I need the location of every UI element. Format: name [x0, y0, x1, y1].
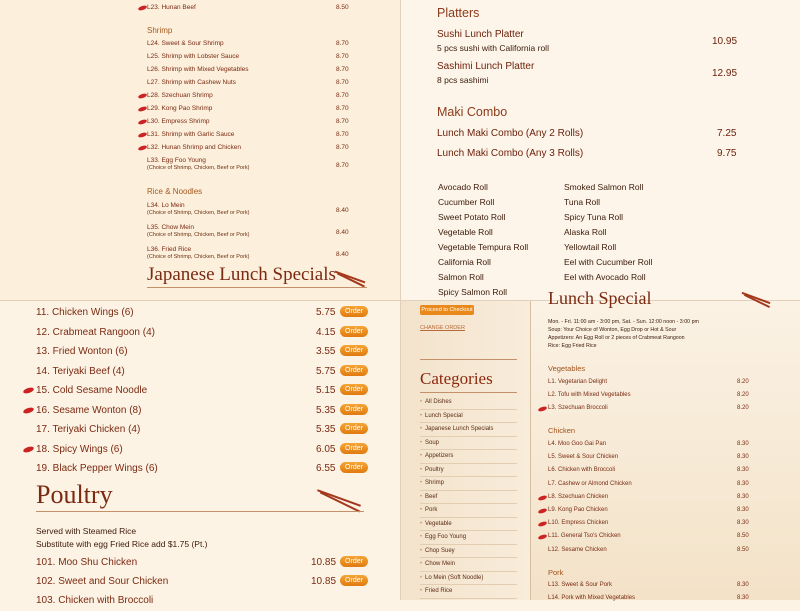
chili-icon [138, 106, 148, 113]
menu-item-row[interactable] [0, 385, 400, 401]
item-name: 103. Chicken with Broccoli [36, 595, 154, 606]
platter-price: 12.95 [712, 68, 738, 79]
order-button[interactable]: Order [340, 306, 368, 317]
category-link[interactable]: • Fried Rice [420, 585, 517, 599]
item-price: 8.70 [336, 118, 349, 125]
item-price: 8.30 [737, 454, 749, 461]
item-price: 8.30 [737, 493, 749, 500]
item-price: 10.85 [311, 576, 337, 587]
item-name: L10. Empress Chicken [548, 520, 609, 527]
menu-item-row[interactable] [548, 481, 778, 487]
roll-option[interactable]: Eel with Avocado Roll [564, 272, 646, 282]
item-name: 101. Moo Shu Chicken [36, 557, 138, 568]
order-button[interactable]: Order [340, 345, 368, 356]
roll-option[interactable]: Tuna Roll [564, 197, 601, 207]
menu-item-row[interactable] [0, 202, 400, 220]
item-price: 3.55 [316, 346, 336, 357]
roll-option[interactable]: California Roll [438, 257, 491, 267]
item-name: L30. Empress Shrimp [147, 118, 210, 125]
menu-item-row[interactable] [548, 467, 778, 473]
divider [36, 511, 364, 512]
platter-description: 8 pcs sashimi [437, 75, 489, 85]
chili-icon [138, 119, 148, 126]
item-description: (Choice of Shrimp, Chicken, Beef or Pork) [147, 254, 250, 260]
item-price: 8.30 [737, 441, 749, 447]
roll-option[interactable]: Smoked Salmon Roll [564, 182, 644, 192]
item-price: 8.30 [737, 480, 749, 487]
category-heading-pork: Pork [548, 568, 564, 577]
roll-option[interactable]: Spicy Tuna Roll [564, 212, 624, 222]
item-price: 5.15 [316, 385, 336, 396]
category-link[interactable]: • Vegetable [420, 518, 517, 532]
item-name: 15. Cold Sesame Noodle [36, 385, 148, 396]
menu-item-row[interactable] [0, 224, 400, 242]
item-price: 5.35 [316, 424, 336, 435]
order-button[interactable]: Order [340, 556, 368, 567]
category-heading-shrimp: Shrimp [147, 26, 173, 35]
divider [420, 359, 517, 360]
chili-icon [22, 406, 34, 414]
item-name: 16. Sesame Wonton (8) [36, 404, 142, 416]
menu-item-row[interactable] [0, 576, 400, 592]
item-price: 8.70 [336, 53, 349, 60]
roll-option[interactable]: Cucumber Roll [438, 197, 495, 207]
category-link[interactable]: • Appetizers [420, 450, 517, 464]
menu-item-row[interactable] [0, 366, 400, 382]
item-price: 8.40 [336, 229, 349, 236]
item-name: L27. Shrimp with Cashew Nuts [147, 79, 236, 86]
appetizers-poultry-pane [0, 301, 400, 606]
item-name: L25. Shrimp with Lobster Sauce [147, 53, 240, 60]
roll-option[interactable]: Sweet Potato Roll [438, 212, 506, 222]
menu-item-row[interactable] [548, 507, 778, 513]
item-description: (Choice of Shrimp, Chicken, Beef or Pork) [147, 210, 250, 216]
menu-item-row[interactable] [0, 424, 400, 440]
chili-icon [138, 132, 148, 139]
item-name: 18. Spicy Wings (6) [36, 443, 123, 455]
item-price: 5.35 [316, 404, 336, 416]
category-link[interactable]: • Lo Mein (Soft Noodle) [420, 572, 517, 586]
proceed-to-checkout-button[interactable]: Proceed to Checkout [421, 307, 473, 313]
chili-icon [138, 145, 148, 152]
item-name: 14. Teriyaki Beef (4) [36, 365, 125, 377]
order-button[interactable]: Order [340, 443, 368, 454]
menu-item-row[interactable] [548, 582, 778, 588]
category-link[interactable]: • Beef [420, 491, 517, 505]
item-price: 6.05 [316, 443, 336, 455]
menu-item-row[interactable] [548, 454, 778, 460]
menu-item-row[interactable] [548, 441, 778, 447]
category-link[interactable]: • Japanese Lunch Specials [420, 423, 517, 437]
japanese-specials-pane [401, 0, 800, 300]
item-price: 8.50 [737, 546, 749, 553]
item-price: 8.30 [737, 507, 749, 513]
item-price: 5.75 [316, 365, 336, 377]
item-name: L3. Szechuan Broccoli [548, 405, 608, 412]
menu-item-row[interactable] [0, 157, 400, 177]
item-price: 8.70 [336, 131, 349, 138]
menu-item-row[interactable] [548, 533, 778, 539]
item-name: L7. Cashew or Almond Chicken [548, 480, 632, 487]
item-name: 17. Teriyaki Chicken (4) [36, 424, 141, 435]
category-link[interactable]: • Egg Foo Young [420, 531, 517, 545]
item-name: L36. Fried Rice [147, 246, 192, 253]
item-name: L11. General Tso's Chicken [548, 533, 621, 540]
order-button[interactable]: Order [340, 462, 368, 473]
menu-item-row[interactable] [548, 392, 778, 398]
menu-item-row[interactable] [548, 520, 778, 526]
section-title: Lunch Special [548, 288, 652, 308]
item-name: 12. Crabmeat Rangoon (4) [36, 326, 155, 338]
menu-item-row[interactable] [548, 379, 778, 385]
hours-info: Mon. - Fri. 11:00 am - 3:00 pm, Sat. - Sun. 12:00 noon - 3:00 pm [548, 319, 699, 325]
category-heading-vegetables: Vegetables [548, 364, 586, 373]
item-price: 8.20 [737, 379, 749, 385]
item-price: 8.50 [336, 4, 349, 11]
menu-item-row[interactable] [0, 405, 400, 421]
order-button[interactable]: Order [340, 575, 368, 586]
section-title: Japanese Lunch Specials [147, 264, 336, 285]
order-button[interactable]: Order [340, 423, 368, 434]
menu-item-row[interactable] [548, 494, 778, 500]
category-link[interactable]: • Soup [420, 437, 517, 451]
item-price: 8.70 [336, 144, 349, 151]
order-button[interactable]: Order [340, 404, 368, 415]
item-price: 8.70 [336, 162, 349, 169]
item-price: 8.30 [737, 595, 749, 602]
category-link[interactable]: • Lunch Special [420, 410, 517, 424]
item-price: 8.70 [336, 66, 349, 73]
menu-item-row[interactable] [548, 547, 778, 553]
menu-item-row[interactable] [0, 346, 400, 362]
chili-icon [138, 93, 148, 100]
maki-combo-name[interactable]: Lunch Maki Combo (Any 3 Rolls) [437, 148, 584, 159]
note-steamed-rice: Served with Steamed Rice [36, 526, 137, 536]
item-name: 13. Fried Wonton (6) [36, 346, 128, 357]
soup-info: Soup: Your Choice of Wonton, Egg Drop or Hot & Sour [548, 327, 677, 333]
item-price: 8.30 [737, 582, 749, 588]
chili-icon [138, 5, 148, 12]
item-price: 8.20 [737, 405, 749, 412]
category-link[interactable]: • All Dishes [420, 396, 517, 410]
category-link[interactable]: • Shrimp [420, 477, 517, 491]
category-link[interactable]: • Poultry [420, 464, 517, 478]
menu-item-row[interactable] [0, 444, 400, 460]
menu-item-row[interactable] [0, 595, 400, 611]
categories-sidebar [401, 301, 531, 600]
chopsticks-icon [317, 489, 361, 507]
item-price: 8.50 [737, 533, 749, 540]
item-name: L24. Sweet & Sour Shrimp [147, 40, 224, 47]
item-price: 8.30 [737, 520, 749, 527]
item-price: 4.15 [316, 326, 336, 338]
roll-option[interactable]: Alaska Roll [564, 227, 607, 237]
item-name: L23. Hunan Beef [147, 4, 196, 11]
item-name: 11. Chicken Wings (6) [36, 307, 134, 318]
item-name: L4. Moo Goo Gai Pan [548, 441, 607, 447]
lunch-special-menu-pane [0, 0, 400, 300]
category-link[interactable]: • Pork [420, 504, 517, 518]
menu-item-row[interactable] [0, 327, 400, 343]
item-name: 102. Sweet and Sour Chicken [36, 576, 169, 587]
order-button[interactable]: Order [340, 326, 368, 337]
maki-combo-name[interactable]: Lunch Maki Combo (Any 2 Rolls) [437, 128, 584, 139]
menu-item-row[interactable] [548, 405, 778, 411]
maki-combo-price: 9.75 [717, 148, 737, 159]
roll-option[interactable]: Avocado Roll [438, 182, 488, 192]
section-title: Poultry [36, 480, 113, 509]
item-name: L14. Pork with Mixed Vegetables [548, 595, 636, 602]
category-heading-maki: Maki Combo [437, 105, 508, 119]
change-order-link[interactable]: CHANGE ORDER [420, 325, 465, 331]
category-link[interactable]: • Chow Mein [420, 558, 517, 572]
platter-name[interactable]: Sashimi Lunch Platter [437, 61, 535, 72]
item-name: L8. Szechuan Chicken [548, 493, 609, 500]
category-heading-platters: Platters [437, 6, 480, 20]
item-price: 5.75 [316, 307, 336, 318]
item-name: L29. Kong Pao Shrimp [147, 105, 213, 112]
roll-option[interactable]: Salmon Roll [438, 272, 484, 282]
item-price: 8.70 [336, 105, 349, 112]
note-substitute-rice: Substitute with egg Fried Rice add $1.75 (Pt.) [36, 539, 208, 549]
item-name: L1. Vegetarian Delight [548, 379, 608, 385]
roll-option[interactable]: Yellowtail Roll [564, 242, 617, 252]
category-heading-rice-noodles: Rice & Noodles [147, 187, 203, 196]
item-name: L9. Kong Pao Chicken [548, 507, 608, 513]
menu-item-row[interactable] [0, 463, 400, 479]
item-price: 8.70 [336, 79, 349, 86]
item-name: L32. Hunan Shrimp and Chicken [147, 144, 241, 151]
roll-option[interactable]: Vegetable Roll [438, 227, 493, 237]
item-price: 8.40 [336, 251, 349, 258]
roll-option[interactable]: Eel with Cucumber Roll [564, 257, 653, 267]
item-price: 8.20 [737, 392, 749, 399]
menu-item-row[interactable] [0, 246, 400, 264]
item-name: L2. Tofu with Mixed Vegetables [548, 392, 631, 399]
maki-combo-price: 7.25 [717, 128, 737, 139]
item-price: 8.70 [336, 40, 349, 47]
item-description: (Choice of Shrimp, Chicken, Beef or Pork) [147, 165, 250, 171]
order-button[interactable]: Order [340, 384, 368, 395]
menu-item-row[interactable] [548, 595, 778, 601]
item-name: 19. Black Pepper Wings (6) [36, 463, 158, 474]
roll-option[interactable]: Spicy Salmon Roll [438, 287, 507, 297]
item-description: (Choice of Shrimp, Chicken, Beef or Pork) [147, 232, 250, 238]
item-name: L12. Sesame Chicken [548, 546, 607, 553]
divider [530, 301, 531, 600]
chili-icon [22, 445, 34, 453]
divider [420, 392, 517, 393]
item-price: 6.55 [316, 463, 336, 474]
item-price: 8.40 [336, 207, 349, 214]
item-name: L33. Egg Foo Young [147, 157, 206, 164]
menu-item-row[interactable] [0, 557, 400, 573]
chili-icon [22, 386, 34, 394]
item-name: L13. Sweet & Sour Pork [548, 582, 613, 588]
item-name: L26. Shrimp with Mixed Vegetables [147, 66, 249, 73]
item-price: 8.30 [737, 467, 749, 474]
item-name: L5. Sweet & Sour Chicken [548, 454, 619, 461]
platter-name[interactable]: Sushi Lunch Platter [437, 29, 524, 40]
appetizers-info: Appetizers: An Egg Roll or 2 pieces of Crabmeat Rangoon [548, 335, 685, 341]
item-price: 10.85 [311, 557, 337, 568]
platter-price: 10.95 [712, 36, 738, 47]
item-name: L28. Szechuan Shrimp [147, 92, 213, 99]
categories-heading: Categories [420, 369, 493, 388]
roll-option[interactable]: Vegetable Tempura Roll [438, 242, 529, 252]
rice-info: Rice: Egg Fried Rice [548, 343, 597, 349]
platter-description: 5 pcs sushi with California roll [437, 43, 549, 53]
category-heading-chicken: Chicken [548, 426, 576, 435]
category-link[interactable]: • Chop Suey [420, 545, 517, 559]
item-name: L35. Chow Mein [147, 224, 194, 231]
order-button[interactable]: Order [340, 365, 368, 376]
item-price: 8.70 [336, 92, 349, 99]
item-name: L31. Shrimp with Garlic Sauce [147, 131, 235, 138]
divider [147, 287, 367, 288]
item-name: L6. Chicken with Broccoli [548, 467, 616, 474]
menu-item-row[interactable] [0, 307, 400, 323]
item-name: L34. Lo Mein [147, 202, 185, 209]
